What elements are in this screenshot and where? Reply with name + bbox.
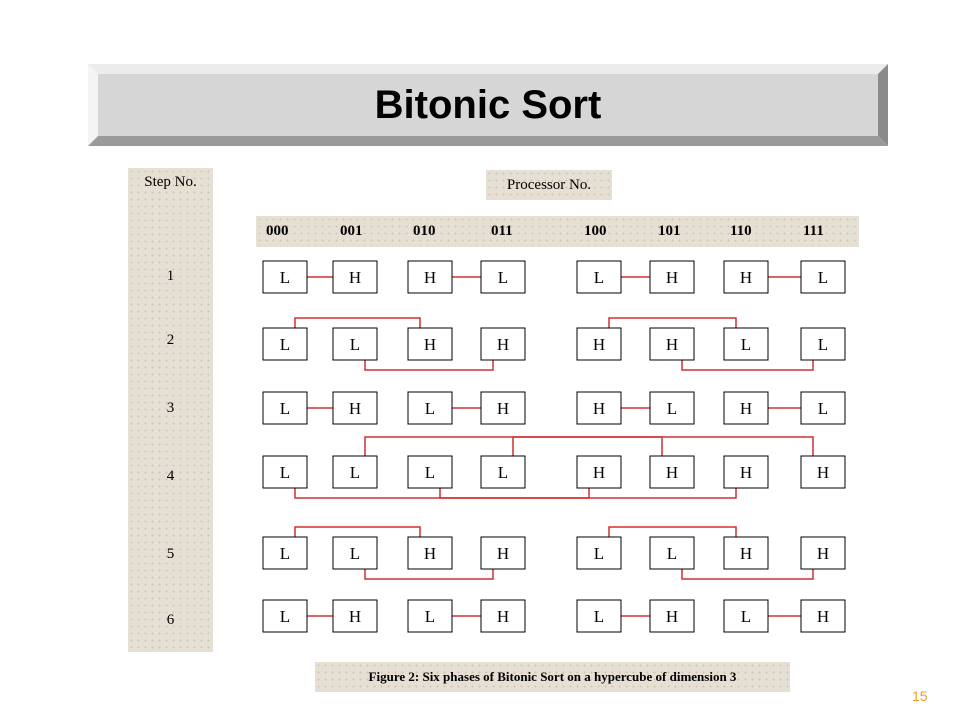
- processor-cell: [408, 328, 452, 360]
- cell-label: H: [496, 544, 510, 563]
- cell-label: H: [423, 544, 437, 563]
- cell-label: H: [816, 544, 830, 563]
- processor-cell: [481, 328, 525, 360]
- connection-line: [365, 360, 493, 370]
- connection-line: [295, 488, 589, 498]
- processor-cell: [724, 600, 768, 632]
- processor-cell: [263, 537, 307, 569]
- processor-id: 001: [340, 223, 363, 239]
- processor-cell: [724, 537, 768, 569]
- step-number: 2: [166, 332, 175, 348]
- processor-cell: [263, 261, 307, 293]
- step-number: 3: [166, 400, 175, 416]
- processor-cell: [481, 600, 525, 632]
- cell-label: L: [817, 335, 829, 354]
- processor-header: Processor No.: [486, 170, 612, 200]
- cell-label: H: [348, 607, 362, 626]
- cell-label: H: [665, 607, 679, 626]
- cell-label: L: [349, 463, 361, 482]
- processor-cell: [577, 600, 621, 632]
- processor-cell: [650, 600, 694, 632]
- connection-line: [365, 569, 493, 579]
- processor-cell: [724, 261, 768, 293]
- processor-cell: [333, 261, 377, 293]
- cell-label: L: [740, 607, 752, 626]
- cell-label: H: [739, 399, 753, 418]
- cell-label: L: [424, 607, 436, 626]
- processor-cell: [481, 537, 525, 569]
- cell-label: H: [592, 463, 606, 482]
- cell-label: L: [424, 463, 436, 482]
- cell-label: H: [816, 463, 830, 482]
- processor-id: 110: [730, 223, 752, 239]
- cell-label: H: [496, 607, 510, 626]
- step-number: 6: [166, 612, 175, 628]
- processor-cell: [801, 392, 845, 424]
- processor-cell: [801, 261, 845, 293]
- step-header: Step No.: [144, 174, 197, 190]
- cell-label: L: [817, 268, 829, 287]
- processor-cell: [263, 456, 307, 488]
- processor-cell: [408, 261, 452, 293]
- cell-label: L: [424, 399, 436, 418]
- cell-label: L: [666, 399, 678, 418]
- processor-cell: [650, 328, 694, 360]
- cell-label: L: [740, 335, 752, 354]
- step-number: 4: [166, 468, 175, 484]
- processor-cell: [408, 456, 452, 488]
- figure-caption: Figure 2: Six phases of Bitonic Sort on a hypercube of dimension 3: [315, 662, 790, 692]
- cell-label: H: [665, 335, 679, 354]
- processor-id: 010: [413, 223, 436, 239]
- cell-label: H: [423, 335, 437, 354]
- processor-cell: [333, 600, 377, 632]
- processor-cell: [650, 261, 694, 293]
- processor-id: 111: [803, 223, 824, 239]
- cell-label: H: [739, 268, 753, 287]
- cell-label: H: [348, 268, 362, 287]
- processor-cell: [801, 328, 845, 360]
- connection-line: [609, 527, 736, 537]
- processor-cell: [333, 392, 377, 424]
- step-number: 1: [166, 268, 175, 284]
- connection-line: [295, 318, 420, 328]
- processor-cell: [408, 537, 452, 569]
- cell-label: L: [349, 335, 361, 354]
- processor-cell: [481, 456, 525, 488]
- connection-line: [513, 437, 813, 456]
- cell-label: H: [739, 544, 753, 563]
- processor-id: 100: [584, 223, 607, 239]
- cell-label: L: [279, 399, 291, 418]
- cell-label: H: [496, 399, 510, 418]
- cell-label: H: [816, 607, 830, 626]
- page-title: Bitonic Sort: [374, 82, 602, 127]
- page-number: 15: [912, 688, 928, 704]
- connection-line: [609, 318, 736, 328]
- processor-cell: [333, 328, 377, 360]
- cell-label: H: [423, 268, 437, 287]
- processor-cell: [577, 537, 621, 569]
- processor-cell: [333, 456, 377, 488]
- cell-label: L: [593, 268, 605, 287]
- processor-cell: [650, 456, 694, 488]
- cell-label: L: [593, 544, 605, 563]
- processor-cell: [481, 261, 525, 293]
- cell-label: L: [817, 399, 829, 418]
- processor-cell: [577, 392, 621, 424]
- processor-cell: [724, 392, 768, 424]
- cell-label: H: [592, 399, 606, 418]
- processor-cell: [577, 261, 621, 293]
- processor-cell: [263, 392, 307, 424]
- processor-cell: [801, 537, 845, 569]
- cell-label: L: [279, 463, 291, 482]
- processor-id: 101: [658, 223, 681, 239]
- cell-label: L: [279, 335, 291, 354]
- cell-label: L: [497, 268, 509, 287]
- cell-label: H: [665, 268, 679, 287]
- processor-cell: [724, 456, 768, 488]
- processor-id: 011: [491, 223, 513, 239]
- connection-line: [682, 569, 813, 579]
- processor-id: 000: [266, 223, 289, 239]
- cell-label: H: [592, 335, 606, 354]
- connection-line: [440, 488, 736, 498]
- cell-label: H: [496, 335, 510, 354]
- processor-cell: [263, 328, 307, 360]
- processor-cell: [408, 392, 452, 424]
- cell-label: H: [348, 399, 362, 418]
- processor-cell: [481, 392, 525, 424]
- cell-label: L: [497, 463, 509, 482]
- cell-label: L: [666, 544, 678, 563]
- connection-line: [295, 527, 420, 537]
- processor-cell: [263, 600, 307, 632]
- cell-label: H: [665, 463, 679, 482]
- connection-line: [682, 360, 813, 370]
- processor-cell: [801, 456, 845, 488]
- processor-cell: [577, 456, 621, 488]
- cell-label: L: [349, 544, 361, 563]
- cell-label: L: [279, 607, 291, 626]
- cell-label: L: [279, 268, 291, 287]
- cell-label: L: [593, 607, 605, 626]
- step-number: 5: [166, 546, 175, 562]
- processor-cell: [577, 328, 621, 360]
- processor-cell: [408, 600, 452, 632]
- processor-cell: [724, 328, 768, 360]
- processor-cell: [801, 600, 845, 632]
- processor-cell: [650, 392, 694, 424]
- processor-cell: [650, 537, 694, 569]
- processor-cell: [333, 537, 377, 569]
- cell-label: H: [739, 463, 753, 482]
- cell-label: L: [279, 544, 291, 563]
